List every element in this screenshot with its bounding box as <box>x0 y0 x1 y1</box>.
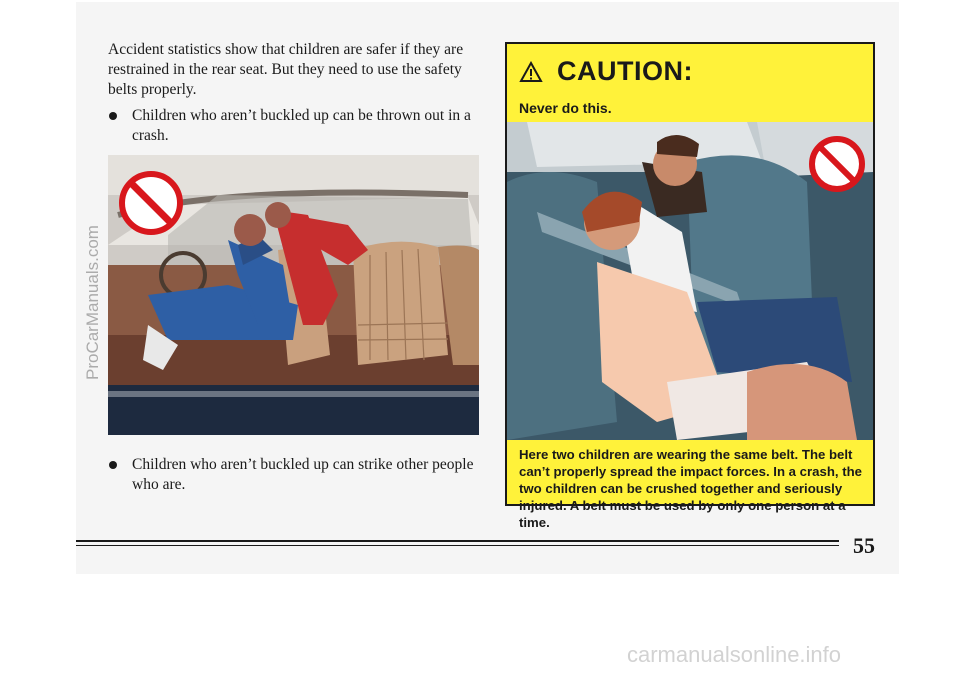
illustration-unbuckled-children <box>108 155 479 435</box>
bottom-bullet-block <box>108 455 480 495</box>
caution-header <box>519 56 693 87</box>
footer-rule <box>76 540 839 550</box>
intro-paragraph: Accident statistics show that children are safer if they are restrained in the rear seat. But they need to use the safety belts properly. <box>108 41 464 98</box>
two-children-one-belt-illustration <box>507 122 873 440</box>
caution-title: CAUTION: <box>557 56 693 86</box>
caution-box <box>505 42 875 530</box>
caution-body-text: Here two children are wearing the same belt. The belt can’t properly spread the impact forces. In a crash, the two children can be crushed together and seriously injured. A belt must be used by only one person at a time. <box>519 447 862 530</box>
warning-triangle-icon <box>519 61 543 83</box>
bottom-watermark: carmanualsonline.info <box>627 642 842 667</box>
prohibition-icon <box>122 174 180 232</box>
side-watermark: ProCarManuals.com <box>83 225 102 380</box>
left-column <box>108 40 480 152</box>
bullet-thrown-out: Children who aren’t buckled up can be thrown out in a crash. <box>108 106 480 146</box>
page-number: 55 <box>853 533 875 558</box>
illustration-shared-belt <box>507 122 873 440</box>
prohibition-icon <box>812 139 862 189</box>
bullet-strike-others: Children who aren’t buckled up can strike other people who are. <box>108 455 480 495</box>
car-interior-illustration <box>108 155 479 435</box>
caution-subtitle: Never do this. <box>519 100 612 116</box>
